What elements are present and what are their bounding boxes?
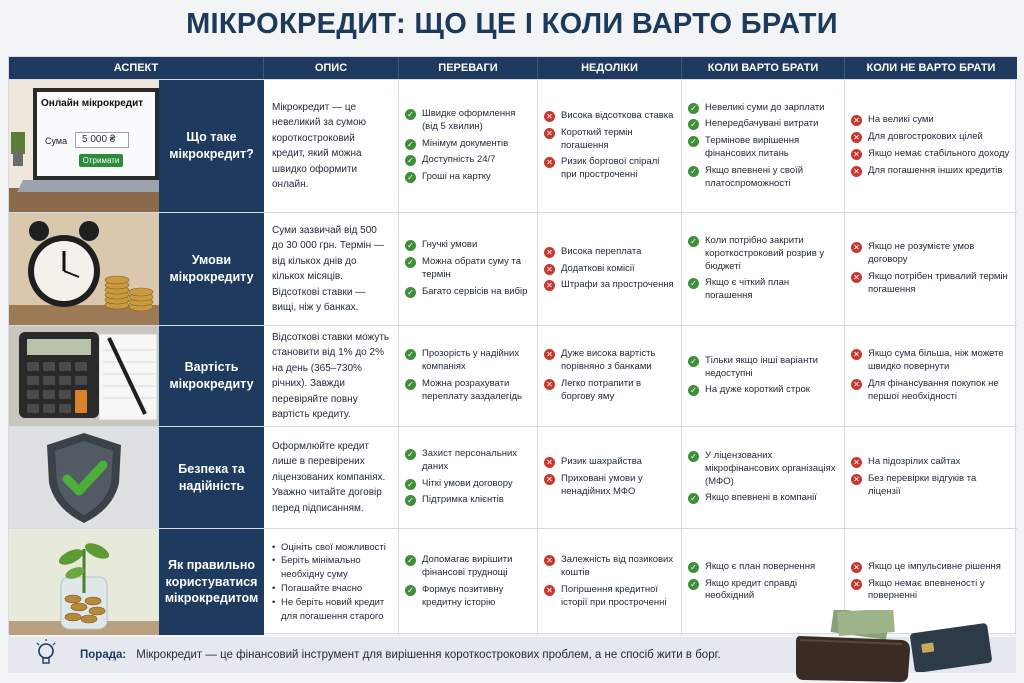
when-to-take-cell bbox=[682, 80, 845, 212]
list-item: ✕ Якщо сума більша, ніж можете швидко повернути bbox=[851, 348, 1011, 374]
check-icon: ✓ bbox=[688, 451, 699, 462]
list-item: ✕ Якщо не розумієте умов договору bbox=[851, 241, 1011, 267]
lightbulb-icon bbox=[34, 637, 58, 669]
calculator-illustration bbox=[9, 326, 159, 426]
tip-label: Порада: bbox=[80, 649, 127, 661]
list-item: ✓ Непередбачувані витрати bbox=[688, 118, 838, 131]
list-item: ✓ Мінімум документів bbox=[405, 138, 531, 151]
cross-icon: ✕ bbox=[851, 166, 862, 177]
cross-icon: ✕ bbox=[851, 579, 862, 590]
check-icon: ✓ bbox=[405, 155, 416, 166]
header-disadvantages: НЕДОЛІКИ bbox=[538, 57, 682, 79]
table-row bbox=[9, 325, 1017, 426]
advantages-cell bbox=[399, 213, 538, 325]
check-icon: ✓ bbox=[405, 449, 416, 460]
list-item: ✕ Ризик шахрайства bbox=[544, 456, 675, 469]
cross-icon: ✕ bbox=[544, 128, 555, 139]
laptop-amount-field: 5 000 ₴ bbox=[75, 132, 129, 148]
cross-icon: ✕ bbox=[851, 562, 862, 573]
cross-icon: ✕ bbox=[544, 264, 555, 275]
cross-icon: ✕ bbox=[544, 157, 555, 168]
list-item: ✓ Якщо впевнені у своїй платоспроможності bbox=[688, 165, 838, 191]
tips-list bbox=[272, 541, 390, 624]
list-item: • Беріть мінімально необхідну суму bbox=[272, 554, 390, 582]
list-item: ✕ Для довгострокових цілей bbox=[851, 131, 1011, 144]
disadvantages-cell bbox=[538, 529, 682, 635]
list-item: ✕ Погіршення кредитної історії при простроченні bbox=[544, 584, 675, 610]
comparison-table bbox=[8, 56, 1016, 634]
list-item: ✕ Короткий термін погашення bbox=[544, 127, 675, 153]
check-icon: ✓ bbox=[405, 379, 416, 390]
list-item: ✓ Якщо є план повернення bbox=[688, 561, 838, 574]
list-item: ✕ Для фінансування покупок не першої необхідності bbox=[851, 378, 1011, 404]
laptop-sum-label: Сума bbox=[45, 136, 68, 146]
description-cell: Суми зазвичай від 500 до 30 000 грн. Термін — від кількох днів до кількох місяців. Відсоткові ставки — вищі, ніж у банках. bbox=[264, 213, 399, 325]
tip-text: Мікрокредит — це фінансовий інструмент для вирішення короткострокових проблем, а не спосіб жити в борг. bbox=[136, 649, 721, 661]
when-to-take-cell bbox=[682, 213, 845, 325]
clock-coins-illustration bbox=[9, 213, 159, 325]
plant-jar-illustration bbox=[9, 529, 159, 635]
laptop-illustration bbox=[9, 80, 159, 212]
cross-icon: ✕ bbox=[851, 379, 862, 390]
list-item: ✓ Захист персональних даних bbox=[405, 448, 531, 474]
list-item: ✕ На підозрілих сайтах bbox=[851, 456, 1011, 469]
check-icon: ✓ bbox=[405, 172, 416, 183]
check-icon: ✓ bbox=[688, 562, 699, 573]
list-item: ✕ Ризик боргової спіралі при простроченні bbox=[544, 156, 675, 182]
cross-icon: ✕ bbox=[544, 585, 555, 596]
list-item: ✕ Штрафи за прострочення bbox=[544, 279, 675, 292]
list-item: ✕ Якщо потрібен тривалий термін погашення bbox=[851, 271, 1011, 297]
list-item: ✓ Можна розрахувати переплату заздалегідь bbox=[405, 378, 531, 404]
check-icon: ✓ bbox=[405, 585, 416, 596]
check-icon: ✓ bbox=[405, 257, 416, 268]
description-cell bbox=[264, 529, 399, 635]
list-item: ✕ Висока відсоткова ставка bbox=[544, 110, 675, 123]
cross-icon: ✕ bbox=[544, 349, 555, 360]
shield-illustration bbox=[9, 427, 159, 528]
list-item: ✕ На великі суми bbox=[851, 114, 1011, 127]
list-item: ✓ Гнучкі умови bbox=[405, 239, 531, 252]
disadvantages-cell bbox=[538, 326, 682, 426]
list-item: ✕ Дуже висока вартість порівняно з банками bbox=[544, 348, 675, 374]
list-item: ✕ Залежність від позикових коштів bbox=[544, 554, 675, 580]
advantages-cell bbox=[399, 427, 538, 528]
advantages-cell bbox=[399, 326, 538, 426]
check-icon: ✓ bbox=[405, 349, 416, 360]
list-item: ✓ Формує позитивну кредитну історію bbox=[405, 584, 531, 610]
cross-icon: ✕ bbox=[544, 280, 555, 291]
list-item: ✓ Невеликі суми до зарплати bbox=[688, 102, 838, 115]
check-icon: ✓ bbox=[688, 119, 699, 130]
check-icon: ✓ bbox=[688, 166, 699, 177]
aspect-what-is: Що таке мікрокредит? bbox=[159, 80, 264, 212]
cross-icon: ✕ bbox=[544, 474, 555, 485]
table-row bbox=[9, 212, 1017, 325]
bank-card-illustration bbox=[910, 622, 994, 672]
cross-icon: ✕ bbox=[544, 247, 555, 258]
disadvantages-cell bbox=[538, 213, 682, 325]
check-icon: ✓ bbox=[688, 493, 699, 504]
cross-icon: ✕ bbox=[544, 457, 555, 468]
list-item: ✕ Якщо немає впевненості у поверненні bbox=[851, 578, 1011, 604]
disadvantages-cell bbox=[538, 427, 682, 528]
when-to-take-cell bbox=[682, 427, 845, 528]
check-icon: ✓ bbox=[405, 479, 416, 490]
list-item: ✓ Якщо впевнені в компанії bbox=[688, 492, 838, 505]
cross-icon: ✕ bbox=[851, 115, 862, 126]
list-item: ✓ Гроші на картку bbox=[405, 171, 531, 184]
cross-icon: ✕ bbox=[544, 111, 555, 122]
disadvantages-cell bbox=[538, 80, 682, 212]
cross-icon: ✕ bbox=[851, 349, 862, 360]
check-icon: ✓ bbox=[405, 495, 416, 506]
check-icon: ✓ bbox=[688, 236, 699, 247]
list-item: ✓ Допомагає вирішити фінансові труднощі bbox=[405, 554, 531, 580]
list-item: ✓ Можна обрати суму та термін bbox=[405, 256, 531, 282]
cross-icon: ✕ bbox=[544, 555, 555, 566]
list-item: ✕ Якщо немає стабільного доходу bbox=[851, 148, 1011, 161]
header-description: ОПИС bbox=[264, 57, 399, 79]
advantages-cell bbox=[399, 80, 538, 212]
list-item: ✕ Якщо це імпульсивне рішення bbox=[851, 561, 1011, 574]
list-item: ✓ Якщо є чіткий план погашення bbox=[688, 277, 838, 303]
check-icon: ✓ bbox=[405, 555, 416, 566]
advantages-cell bbox=[399, 529, 538, 635]
list-item: ✓ Прозорість у надійних компаніях bbox=[405, 348, 531, 374]
list-item: ✓ Якщо кредит справді необхідний bbox=[688, 578, 838, 604]
check-icon: ✓ bbox=[688, 579, 699, 590]
when-not-to-take-cell bbox=[845, 427, 1017, 528]
aspect-how-to-use: Як правильно користуватися мікрокредитом bbox=[159, 529, 264, 635]
list-item: ✓ Швидке оформлення (від 5 хвилин) bbox=[405, 108, 531, 134]
list-item: ✕ Приховані умови у ненадійних МФО bbox=[544, 473, 675, 499]
list-item: ✕ Без перевірки відгуків та ліцензії bbox=[851, 473, 1011, 499]
when-not-to-take-cell bbox=[845, 80, 1017, 212]
cross-icon: ✕ bbox=[851, 242, 862, 253]
when-to-take-cell bbox=[682, 326, 845, 426]
header-when-not-to-take: КОЛИ НЕ ВАРТО БРАТИ bbox=[866, 62, 996, 74]
cross-icon: ✕ bbox=[851, 272, 862, 283]
list-item: ✕ Легко потрапити в боргову яму bbox=[544, 378, 675, 404]
check-icon: ✓ bbox=[405, 109, 416, 120]
wallet-illustration bbox=[790, 610, 915, 683]
check-icon: ✓ bbox=[688, 136, 699, 147]
cross-icon: ✕ bbox=[851, 132, 862, 143]
cross-icon: ✕ bbox=[544, 379, 555, 390]
table-row bbox=[9, 426, 1017, 528]
list-item: ✓ Багато сервісів на вибір bbox=[405, 286, 531, 299]
check-icon: ✓ bbox=[688, 103, 699, 114]
aspect-safety: Безпека та надійність bbox=[159, 427, 264, 528]
description-cell: Оформлюйте кредит лише в перевірених ліцензованих компаніях. Уважно читайте договір перед підписанням. bbox=[264, 427, 399, 528]
laptop-get-button: Отримати bbox=[79, 154, 123, 167]
header-aspect: АСПЕКТ bbox=[9, 57, 264, 79]
list-item: • Не беріть новий кредит для погашення старого bbox=[272, 596, 390, 624]
description-cell: Мікрокредит — це невеликий за сумою короткостроковий кредит, який можна швидко оформити онлайн. bbox=[264, 80, 399, 212]
list-item: ✓ Доступність 24/7 bbox=[405, 154, 531, 167]
list-item: ✓ У ліцензованих мікрофінансових організаціях (МФО) bbox=[688, 450, 838, 488]
table-header bbox=[9, 57, 1017, 79]
list-item: ✓ Чіткі умови договору bbox=[405, 478, 531, 491]
list-item: ✓ Тільки якщо інші варіанти недоступні bbox=[688, 355, 838, 381]
page-title: МІКРОКРЕДИТ: ЩО ЦЕ І КОЛИ ВАРТО БРАТИ bbox=[186, 8, 838, 40]
header-advantages: ПЕРЕВАГИ bbox=[399, 57, 538, 79]
list-item: • Оцініть свої можливості bbox=[272, 541, 390, 555]
description-cell: Відсоткові ставки можуть становити від 1% до 2% на день (365–730% річних). Завжди перевіряйте повну вартість кредиту. bbox=[264, 326, 399, 426]
cross-icon: ✕ bbox=[851, 474, 862, 485]
check-icon: ✓ bbox=[688, 385, 699, 396]
list-item: ✕ Для погашення інших кредитів bbox=[851, 165, 1011, 178]
list-item: ✕ Додаткові комісії bbox=[544, 263, 675, 276]
when-not-to-take-cell bbox=[845, 326, 1017, 426]
aspect-cost: Вартість мікрокредиту bbox=[159, 326, 264, 426]
laptop-heading: Онлайн мікрокредит bbox=[41, 98, 144, 109]
list-item: ✓ Термінове вирішення фінансових питань bbox=[688, 135, 838, 161]
cross-icon: ✕ bbox=[851, 457, 862, 468]
list-item: ✓ Підтримка клієнтів bbox=[405, 494, 531, 507]
cross-icon: ✕ bbox=[851, 149, 862, 160]
check-icon: ✓ bbox=[688, 278, 699, 289]
check-icon: ✓ bbox=[405, 240, 416, 251]
aspect-conditions: Умови мікрокредиту bbox=[159, 213, 264, 325]
when-not-to-take-cell bbox=[845, 213, 1017, 325]
table-row bbox=[9, 79, 1017, 212]
list-item: ✓ Коли потрібно закрити короткостроковий розрив у бюджеті bbox=[688, 235, 838, 273]
check-icon: ✓ bbox=[405, 287, 416, 298]
check-icon: ✓ bbox=[688, 356, 699, 367]
header-when-to-take: КОЛИ ВАРТО БРАТИ bbox=[682, 57, 845, 79]
list-item: ✓ На дуже короткий строк bbox=[688, 384, 838, 397]
list-item: ✕ Висока переплата bbox=[544, 246, 675, 259]
check-icon: ✓ bbox=[405, 139, 416, 150]
list-item: • Погашайте вчасно bbox=[272, 582, 390, 596]
